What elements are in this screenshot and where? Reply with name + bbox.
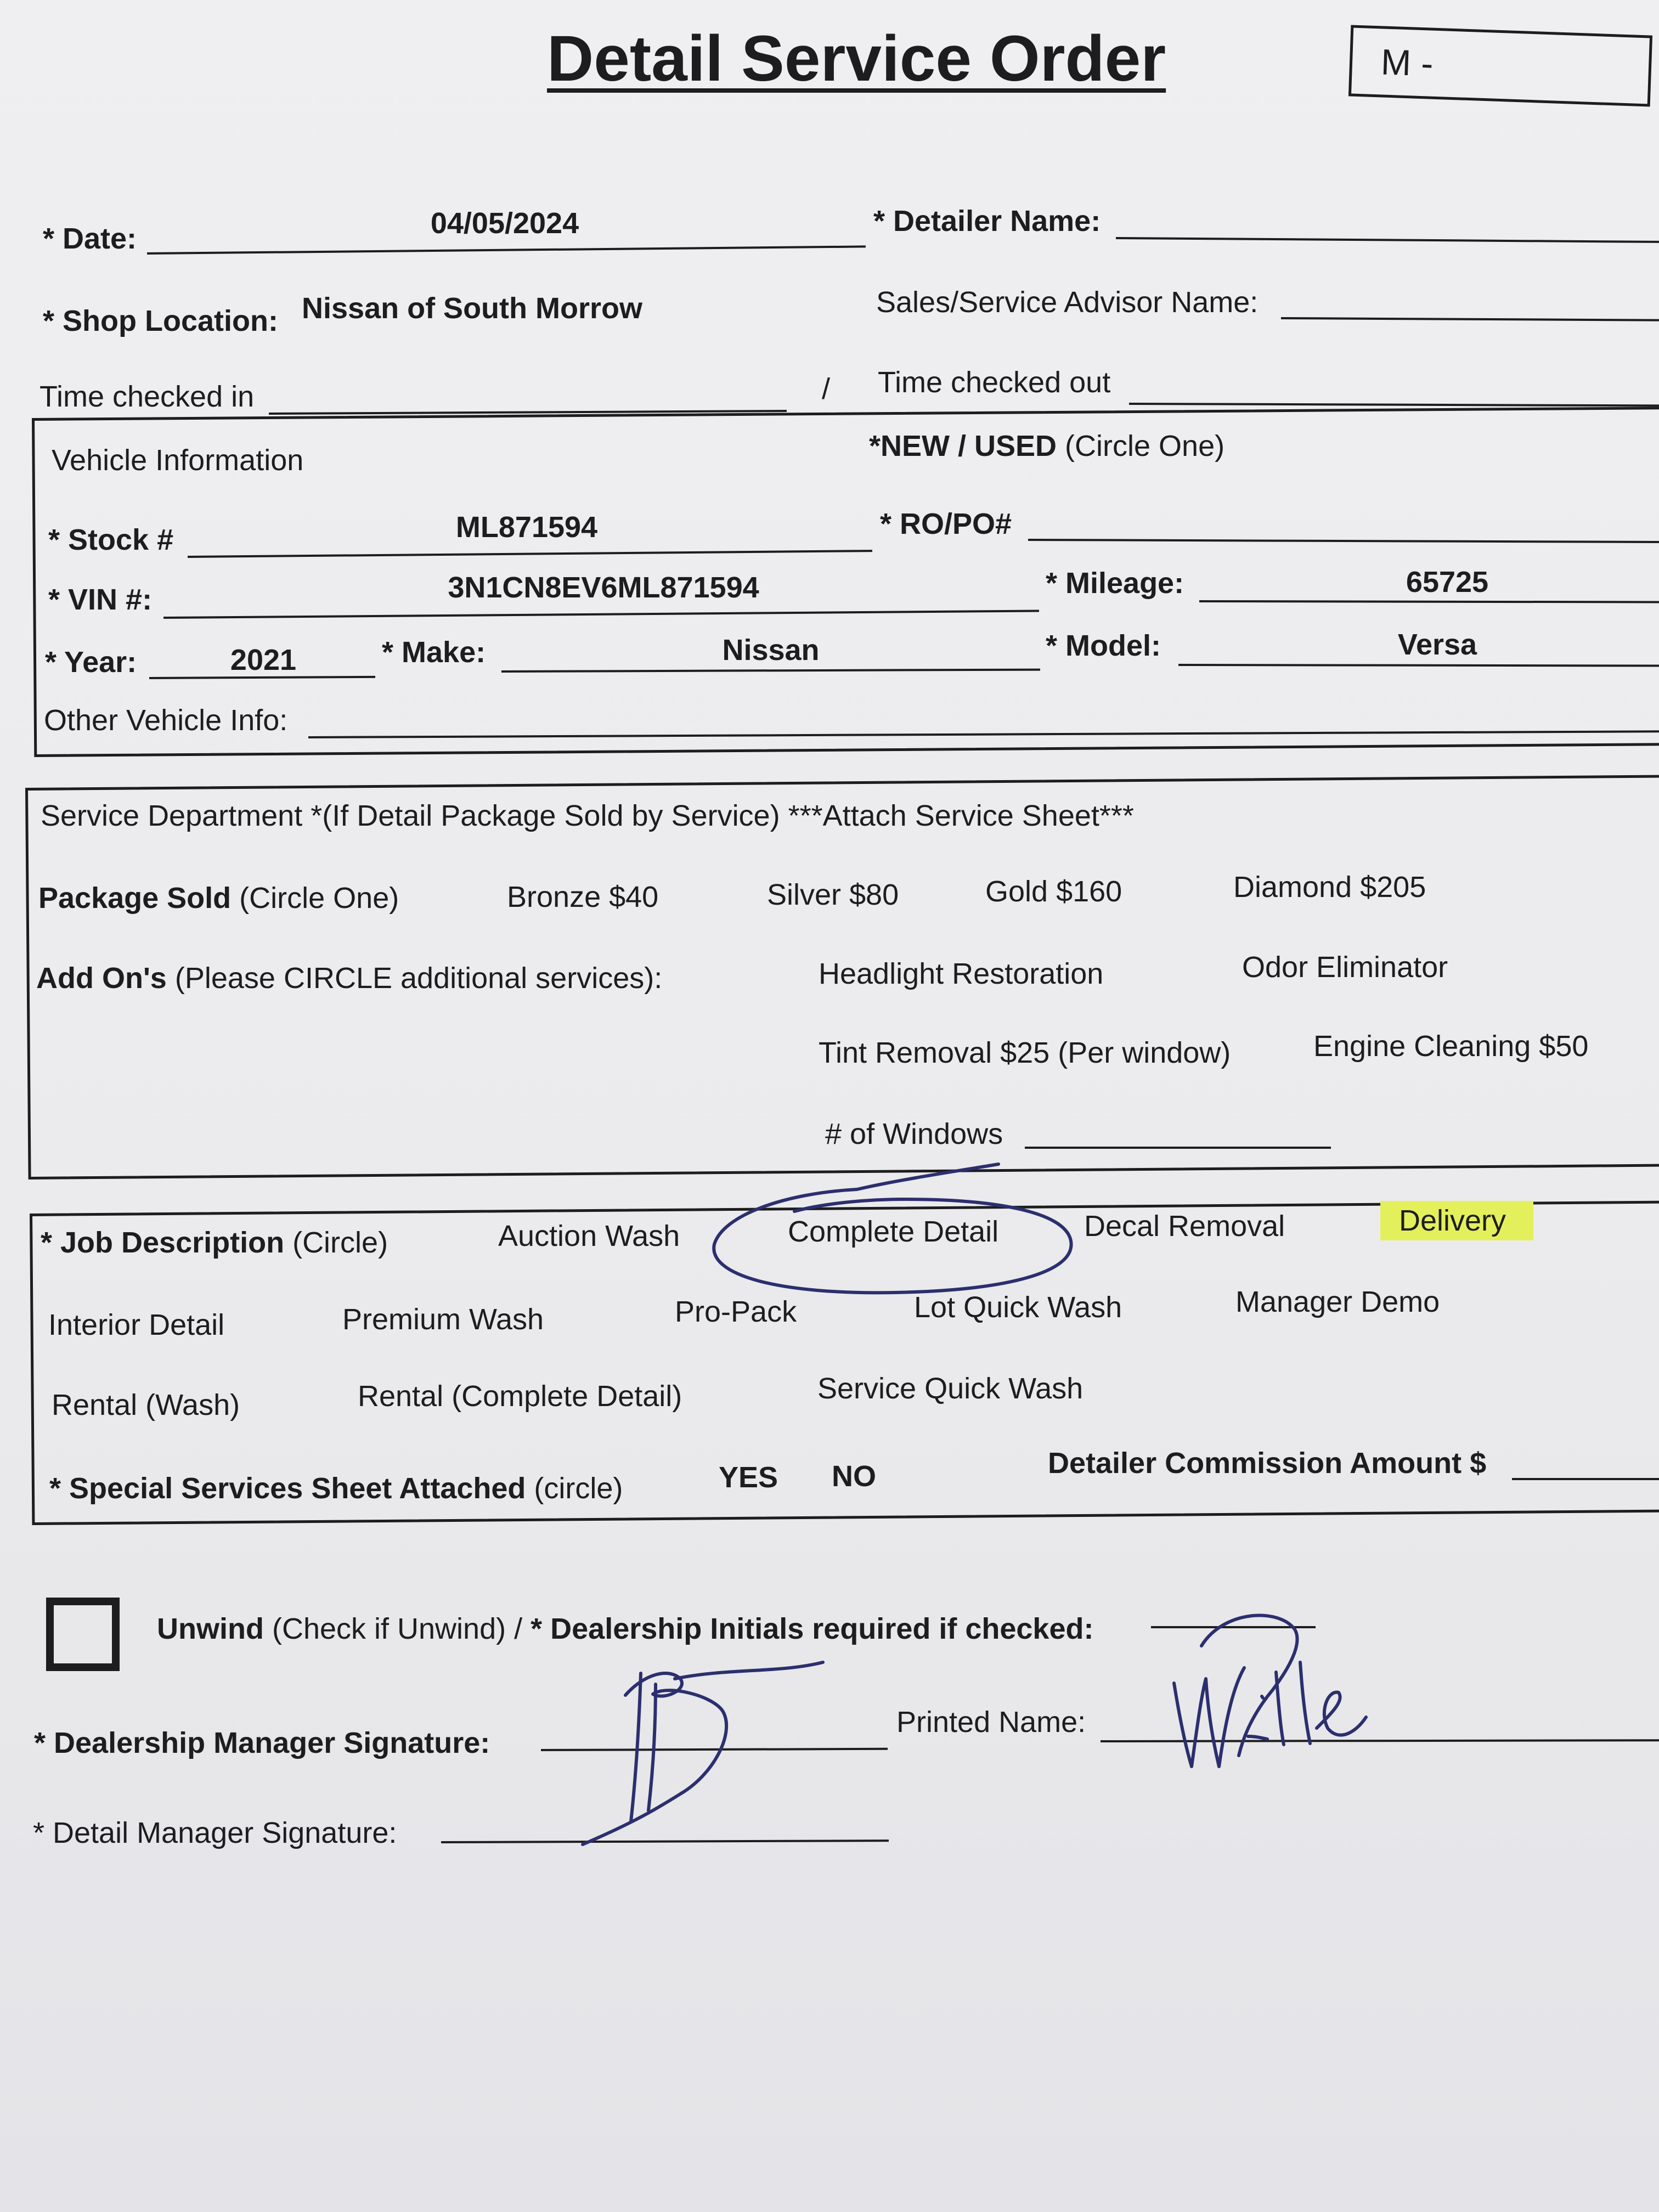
advisor-name-line[interactable] — [1281, 317, 1659, 321]
form-title: Detail Service Order — [547, 22, 1166, 95]
stock-label: * Stock # — [48, 523, 174, 556]
vin-value[interactable]: 3N1CN8EV6ML871594 — [448, 571, 759, 604]
unwind-checkbox[interactable] — [46, 1598, 120, 1671]
package-sold-label: Package Sold — [38, 882, 232, 915]
date-line — [147, 245, 866, 255]
dealership-manager-signature-label: * Dealership Manager Signature: — [34, 1726, 490, 1759]
job-manager-demo[interactable]: Manager Demo — [1235, 1285, 1440, 1318]
ro-po-label: * RO/PO# — [880, 507, 1012, 540]
make-value[interactable]: Nissan — [722, 634, 820, 667]
special-services-yes[interactable]: YES — [719, 1461, 778, 1494]
printed-name-label: Printed Name: — [896, 1706, 1086, 1739]
job-pro-pack[interactable]: Pro-Pack — [675, 1295, 797, 1328]
detailer-name-label: * Detailer Name: — [873, 205, 1101, 238]
dealership-manager-signature-line[interactable] — [541, 1748, 888, 1751]
dealership-initials-line[interactable] — [1151, 1626, 1316, 1628]
time-out-line[interactable] — [1129, 403, 1659, 407]
job-rental-wash[interactable]: Rental (Wash) — [52, 1389, 240, 1421]
dealership-manager-signature-mark — [583, 1662, 823, 1844]
mileage-label: * Mileage: — [1046, 567, 1184, 600]
make-label: * Make: — [382, 636, 486, 669]
other-vehicle-info-label: Other Vehicle Info: — [44, 704, 288, 737]
addon-odor-eliminator[interactable]: Odor Eliminator — [1242, 951, 1448, 984]
addon-engine-cleaning[interactable]: Engine Cleaning $50 — [1313, 1030, 1589, 1063]
package-silver[interactable]: Silver $80 — [767, 878, 899, 911]
mileage-value[interactable]: 65725 — [1406, 566, 1489, 599]
job-decal-removal[interactable]: Decal Removal — [1084, 1210, 1285, 1243]
package-gold[interactable]: Gold $160 — [985, 875, 1122, 908]
shop-location-label: * Shop Location: — [43, 304, 278, 337]
windows-count-label: # of Windows — [825, 1118, 1003, 1150]
dealership-initials-label: * Dealership Initials required if checked: — [531, 1612, 1094, 1645]
unwind-instruction: (Check if Unwind) / — [263, 1612, 531, 1645]
commission-amount-label: Detailer Commission Amount $ — [1048, 1447, 1487, 1480]
job-rental-complete-detail[interactable]: Rental (Complete Detail) — [358, 1380, 682, 1413]
new-used-instruction: (Circle One) — [1057, 430, 1225, 462]
time-out-label: Time checked out — [878, 366, 1111, 399]
order-number-box[interactable] — [1348, 25, 1652, 106]
shop-location-value[interactable]: Nissan of South Morrow — [302, 292, 642, 325]
add-ons-heading — [36, 963, 662, 993]
dealership-initials-mark — [1201, 1616, 1297, 1756]
job-service-quick-wash[interactable]: Service Quick Wash — [817, 1372, 1084, 1405]
job-description-label: * Job Description — [41, 1226, 285, 1259]
special-services-no[interactable]: NO — [832, 1460, 876, 1493]
detail-manager-signature-line[interactable] — [441, 1839, 889, 1843]
advisor-name-label: Sales/Service Advisor Name: — [876, 286, 1259, 319]
stock-value[interactable]: ML871594 — [455, 511, 598, 544]
add-ons-label: Add On's — [36, 962, 167, 995]
time-in-label: Time checked in — [40, 380, 255, 413]
job-description-instruction: (Circle) — [284, 1226, 388, 1259]
add-ons-instruction: (Please CIRCLE additional services): — [166, 962, 663, 995]
new-used-selector[interactable] — [869, 431, 1224, 461]
job-delivery[interactable] — [1380, 1206, 1533, 1235]
vin-label: * VIN #: — [48, 583, 153, 616]
special-services-instruction: (circle) — [526, 1472, 623, 1505]
special-services-label: * Special Services Sheet Attached — [49, 1472, 526, 1505]
model-label: * Model: — [1046, 629, 1161, 662]
job-lot-quick-wash[interactable]: Lot Quick Wash — [914, 1291, 1122, 1324]
unwind-label: Unwind — [157, 1612, 264, 1645]
detail-manager-signature-label: * Detail Manager Signature: — [33, 1816, 397, 1849]
new-used-options: *NEW / USED — [869, 430, 1057, 462]
service-department-heading: Service Department *(If Detail Package Sold by Service) ***Attach Service Sheet*** — [41, 799, 1134, 832]
printed-name-line[interactable] — [1101, 1739, 1659, 1742]
job-interior-detail[interactable]: Interior Detail — [48, 1308, 225, 1341]
time-separator: / — [822, 373, 831, 405]
model-value[interactable]: Versa — [1397, 628, 1477, 661]
detailer-name-line[interactable] — [1116, 237, 1659, 243]
unwind-row — [157, 1614, 1093, 1644]
package-diamond[interactable]: Diamond $205 — [1233, 871, 1426, 904]
job-premium-wash[interactable]: Premium Wash — [342, 1303, 544, 1336]
delivery-highlight: Delivery — [1380, 1201, 1533, 1240]
job-complete-detail[interactable]: Complete Detail — [788, 1215, 999, 1248]
package-sold-instruction: (Circle One) — [231, 882, 399, 915]
job-auction-wash[interactable]: Auction Wash — [498, 1220, 680, 1252]
addon-headlight-restoration[interactable]: Headlight Restoration — [819, 957, 1104, 990]
vehicle-info-heading: Vehicle Information — [52, 444, 304, 477]
windows-count-line[interactable] — [1025, 1147, 1331, 1149]
year-label: * Year: — [45, 646, 137, 679]
job-description-heading — [41, 1228, 388, 1257]
order-number-prefix: M - — [1380, 41, 1434, 84]
year-value[interactable]: 2021 — [230, 644, 297, 676]
date-value[interactable]: 04/05/2024 — [430, 207, 579, 240]
package-bronze[interactable]: Bronze $40 — [507, 881, 659, 913]
special-services-heading — [49, 1474, 623, 1503]
date-label: * Date: — [43, 222, 137, 255]
printed-name-handwriting-mark — [1174, 1662, 1366, 1767]
package-sold-heading — [38, 883, 399, 913]
commission-amount-line[interactable] — [1512, 1478, 1659, 1480]
addon-tint-removal[interactable]: Tint Removal $25 (Per window) — [819, 1036, 1231, 1069]
